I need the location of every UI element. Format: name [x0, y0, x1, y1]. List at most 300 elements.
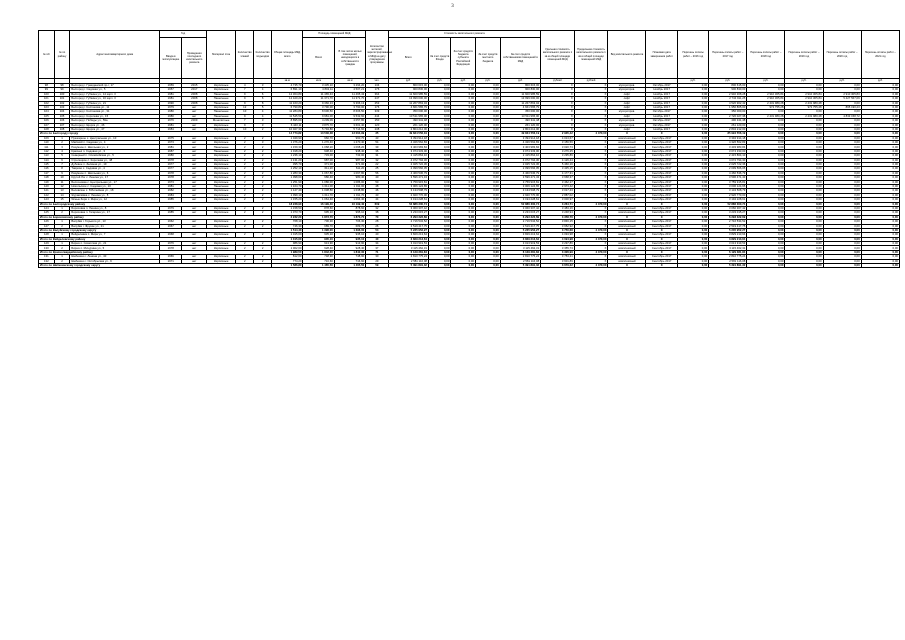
cell-cf: 0,00	[428, 136, 450, 140]
cell-y16: 0,00	[677, 171, 708, 175]
cell-f: 2	[236, 242, 254, 246]
cell-cr: 0,00	[451, 88, 476, 92]
cell-y19: 0,00	[785, 233, 823, 237]
cell-ar: 1 011,00	[303, 184, 334, 188]
cell-cf: 0,00	[428, 215, 450, 219]
cell-y19: 2 910 305,84	[785, 97, 823, 101]
cell-e: 2	[254, 171, 272, 175]
cell-cr: 0,00	[451, 114, 476, 118]
cell-ao: 960,70	[334, 136, 365, 140]
cell-y: 1973	[160, 180, 182, 184]
cell-y19: 0,00	[785, 198, 823, 202]
cell-n: 126	[39, 220, 55, 224]
cell-cr: 0,00	[451, 206, 476, 210]
cell-ar: 1 465,50	[303, 264, 334, 268]
cell-y18: 0,00	[747, 198, 785, 202]
cell-pd: Сентябрь 2017	[646, 167, 677, 171]
cell-co: 49 834 556,19	[500, 132, 540, 136]
cell-sc: X	[541, 88, 575, 92]
cell-f: 2	[236, 176, 254, 180]
cell-a: Разумное п. Школьная ул., 2	[70, 145, 160, 149]
cell-m: Кирпичные	[207, 88, 236, 92]
cell-y18: 0,00	[747, 228, 785, 232]
cell-ct: 13 511 965,00	[388, 114, 428, 118]
cell-co: 4 460 536,79	[500, 171, 540, 175]
cell-y16: 0,00	[677, 84, 708, 88]
cell-r: нет	[182, 123, 207, 127]
cell-d: 1	[54, 255, 70, 259]
cell-m: Кирпичные	[207, 141, 236, 145]
cell-y18: 0,00	[747, 242, 785, 246]
cell-f: 2	[236, 246, 254, 250]
cell-cl: 0,00	[476, 123, 501, 127]
cell-y: 1981	[160, 123, 182, 127]
cell-mc: X	[574, 180, 608, 184]
cell-cr: 0,00	[451, 246, 476, 250]
cell-y16: 0,00	[677, 206, 708, 210]
cell-cr: 0,00	[451, 141, 476, 145]
cell-ar: 689,70	[303, 224, 334, 228]
cell-w: комплексный	[608, 193, 646, 197]
cell-y18: 0,00	[747, 224, 785, 228]
cell-y19: 0,00	[785, 88, 823, 92]
unit-cell: руб.	[500, 79, 540, 84]
cell-sc: X	[541, 92, 575, 96]
cell-sc: X	[541, 97, 575, 101]
cell-y17: 2 519 417,75	[709, 224, 747, 228]
col-wall-material-header: Материал стен	[207, 31, 236, 79]
cell-f: 2	[236, 220, 254, 224]
col-area-total-header: Всего	[303, 38, 334, 79]
cell-y17: 2 581 116,08	[709, 259, 747, 263]
cell-a: Белгород г. Костюкова ул., 31	[70, 110, 160, 114]
cell-y17: 2 720 027,38	[709, 114, 747, 118]
cell-p: 34	[366, 242, 388, 246]
cell-a: Крутой Лог с. Ленина ул., 17	[70, 176, 160, 180]
cell-ct: 2 519 417,75	[388, 224, 428, 228]
cell-m: Кирпичные	[207, 84, 236, 88]
cell-y16: 0,00	[677, 163, 708, 167]
cell-pd: Сентябрь 2017	[646, 176, 677, 180]
cell-n: 104	[39, 110, 55, 114]
cell-pd: Сентябрь 2017	[646, 136, 677, 140]
cell-y17: 350 000,00	[709, 110, 747, 114]
cell-cf: 0,00	[428, 189, 450, 193]
cell-co: 52 886 300,74	[500, 202, 540, 206]
cell-co: 6 129 381,84	[500, 250, 540, 254]
cell-ar: 3 875,70	[303, 123, 334, 127]
cell-ct: 900 830,00	[388, 88, 428, 92]
cell-ta: 10 027,30	[272, 127, 303, 131]
cell-sc: 3 017,43	[541, 189, 575, 193]
cell-mc: X	[574, 255, 608, 259]
cell-ct: 3 194 228,61	[388, 198, 428, 202]
cell-f: 7	[236, 88, 254, 92]
cell-ao: 733,00	[334, 154, 365, 158]
cell-pd: Октябрь 2017	[646, 123, 677, 127]
unit-cell: руб.	[428, 79, 450, 84]
cell-d: 1	[54, 136, 70, 140]
cell-a: Борисовка п. Гагарина ул., 17	[70, 211, 160, 215]
cell-y18: 0,00	[747, 84, 785, 88]
cell-y20: 0,00	[823, 233, 861, 237]
cell-y19: 2 910 305,84	[785, 92, 823, 96]
cell-ao: 748,90	[334, 255, 365, 259]
cell-p: 43	[366, 136, 388, 140]
cell-r: 2009	[182, 119, 207, 123]
cell-a: Беловское с. Юбилейная ул., 18	[70, 189, 160, 193]
cell-y18: 0,00	[747, 193, 785, 197]
cell-f: 2	[236, 158, 254, 162]
cell-pd: Сентябрь 2017	[646, 163, 677, 167]
cell-cf: 0,00	[428, 145, 450, 149]
cell-e: 5	[254, 105, 272, 109]
cell-cf: 0,00	[428, 176, 450, 180]
cell-y: 1981	[160, 92, 182, 96]
col-2019-header: Перечень оплаты работ – 2019 год	[785, 31, 823, 79]
cell-cr: 0,00	[451, 255, 476, 259]
cell-cl: 0,00	[476, 163, 501, 167]
cell-y18: 0,00	[747, 206, 785, 210]
cell-y21: 0,00	[861, 149, 899, 153]
cell-p: 176	[366, 105, 388, 109]
cell-y16: 0,00	[677, 259, 708, 263]
cell-ao: 706,30	[334, 220, 365, 224]
cell-ta: 1 018,20	[272, 149, 303, 153]
cell-d: 5	[54, 154, 70, 158]
cell-co: 3 074 333,00	[500, 149, 540, 153]
cell-cl: 0,00	[476, 105, 501, 109]
col-area-group-header: Площадь помещений МКД	[303, 31, 366, 38]
cell-w: мусоропров.	[608, 84, 646, 88]
cell-y17: 3 115 462,31	[709, 246, 747, 250]
cell-p: 22	[366, 163, 388, 167]
cell-n: 100	[39, 92, 55, 96]
cell-f: 2	[236, 233, 254, 237]
cell-ta: 1 127,40	[272, 189, 303, 193]
cell-y18: 0,00	[747, 171, 785, 175]
cell-ct: 11 600 985,59	[388, 92, 428, 96]
cell-y18: 0,00	[747, 119, 785, 123]
cell-ct: 3 233 015,27	[388, 211, 428, 215]
cell-mc: X	[574, 158, 608, 162]
cell-y17: 85 994 556,19	[709, 132, 747, 136]
cell-y20: 0,00	[823, 141, 861, 145]
cell-cf: 0,00	[428, 105, 450, 109]
cell-y18: 0,00	[747, 167, 785, 171]
cell-ta: 1 586,80	[272, 264, 303, 268]
cell-r: нет	[182, 136, 207, 140]
cell-cl: 0,00	[476, 206, 501, 210]
unit-cell: рублей	[541, 79, 575, 84]
cell-a: Ясные Зори с. Мира ул., 12	[70, 198, 160, 202]
cell-ar: 960,70	[303, 136, 334, 140]
cell-y20: 5 427 567,09	[823, 97, 861, 101]
cell-y18: 0,00	[747, 127, 785, 131]
cell-ta: 6 891,10	[272, 88, 303, 92]
cell-y16: 0,00	[677, 193, 708, 197]
unit-cell: руб.	[747, 79, 785, 84]
cell-ao: 8 606,50	[334, 110, 365, 114]
cell-mc: X	[574, 145, 608, 149]
cell-e: 3	[254, 123, 272, 127]
cell-y21: 0,00	[861, 127, 899, 131]
cell-y19: 0,00	[785, 132, 823, 136]
cell-n: 116	[39, 167, 55, 171]
cell-y17: 3 403 983,84	[709, 145, 747, 149]
cell-y20: 0,00	[823, 215, 861, 219]
cell-y16: 0,00	[677, 215, 708, 219]
cell-y16: 0,00	[677, 105, 708, 109]
cell-ta: 774,20	[272, 259, 303, 263]
cell-cf: 0,00	[428, 127, 450, 131]
cell-m: Кирпичные	[207, 154, 236, 158]
cell-y18: 0,00	[747, 189, 785, 193]
cell-m: Кирпичные	[207, 224, 236, 228]
cell-cl: 0,00	[476, 127, 501, 131]
cell-mc: X	[574, 84, 608, 88]
cell-y19: 0,00	[785, 211, 823, 215]
unit-cell: руб.	[823, 79, 861, 84]
cell-mc: X	[574, 123, 608, 127]
repair-register-table	[38, 30, 900, 268]
cell-cr: 0,00	[451, 132, 476, 136]
cell-y16: 0,00	[677, 211, 708, 215]
cell-pd: Сентябрь 2017	[646, 145, 677, 149]
cell-co: 3 233 015,27	[500, 211, 540, 215]
cell-r: нет	[182, 127, 207, 131]
cell-mc: X	[574, 88, 608, 92]
cell-cl: 0,00	[476, 233, 501, 237]
cell-w: комплексный	[608, 206, 646, 210]
cell-d: 100	[54, 92, 70, 96]
cell-sc: 3 750,68	[541, 228, 575, 232]
cell-y21: 0,00	[861, 184, 899, 188]
cell-p: 253	[366, 101, 388, 105]
cell-sc: 3 297,86	[541, 242, 575, 246]
cell-ao: 987,00	[334, 158, 365, 162]
cell-r: нет	[182, 211, 207, 215]
cell-y17: 3 829 213,64	[709, 233, 747, 237]
cell-y18: 2 431 980,28	[747, 114, 785, 118]
cell-a: Шебекино г. Ленина ул., 40	[70, 255, 160, 259]
cell-m: Кирпичные	[207, 246, 236, 250]
cell-d: 13	[54, 189, 70, 193]
cell-mc: X	[574, 149, 608, 153]
cell-sc: 3 601,89	[541, 259, 575, 263]
cell-cf: 0,00	[428, 167, 450, 171]
cell-y21: 0,00	[861, 237, 899, 241]
cell-cf: 0,00	[428, 84, 450, 88]
cell-r: нет	[182, 242, 207, 246]
cell-d: 9	[54, 171, 70, 175]
cell-y19: 0,00	[785, 206, 823, 210]
cell-p: 339	[366, 110, 388, 114]
cell-a: Краснеё п. Садовая ул., 3	[70, 149, 160, 153]
cell-sc: 3 020,73	[541, 145, 575, 149]
cell-y20: 0,00	[823, 193, 861, 197]
col-cost-fund-header: За счет средств Фонда	[428, 38, 450, 79]
cell-y17: 490 341,48	[709, 119, 747, 123]
cell-sc: 3 483,16	[541, 206, 575, 210]
cell-cl: 0,00	[476, 84, 501, 88]
cell-cl: 0,00	[476, 110, 501, 114]
cell-p: 70	[366, 215, 388, 219]
cell-r: нет	[182, 176, 207, 180]
cell-ao: 611,20	[334, 167, 365, 171]
cell-ta: 1 989,50	[272, 250, 303, 254]
cell-w: комплексный	[608, 180, 646, 184]
cell-y17: 5 391 891,32	[709, 264, 747, 268]
cell-y20: 0,00	[823, 132, 861, 136]
cell-cl: 0,00	[476, 145, 501, 149]
cell-m: Кирпичные	[207, 136, 236, 140]
cell-ao: 16 199,40	[334, 202, 365, 206]
col-cost-regional-header: За счет средств бюджета субъекта Российской Федерации	[451, 38, 476, 79]
cell-y17: 2 940 308,28	[709, 92, 747, 96]
cell-pd: Сентябрь 2017	[646, 220, 677, 224]
cell-cl: 0,00	[476, 180, 501, 184]
cell-co: 2 519 417,75	[500, 224, 540, 228]
cell-y: 1981	[160, 145, 182, 149]
cell-d: 104	[54, 110, 70, 114]
cell-pd: Октябрь 2017	[646, 84, 677, 88]
cell-y19: 0,00	[785, 259, 823, 263]
cell-y20: 4 833 158,72	[823, 114, 861, 118]
cell-sc: 3 679,22	[541, 264, 575, 268]
cell-y: 1984	[160, 127, 182, 131]
cell-p: 134	[366, 84, 388, 88]
cell-cf: 0,00	[428, 97, 450, 101]
cell-r: нет	[182, 149, 207, 153]
cell-ct: 2 415 864,10	[388, 154, 428, 158]
cell-ao: 1 842,30	[334, 250, 365, 254]
table-body	[39, 84, 900, 268]
cell-cf: 0,00	[428, 92, 450, 96]
cell-ct: 11 267 863,04	[388, 101, 428, 105]
cell-y: 1979	[160, 105, 182, 109]
cell-p: 150	[366, 119, 388, 123]
cell-cl: 0,00	[476, 171, 501, 175]
cell-y16: 0,00	[677, 250, 708, 254]
cell-y21: 0,00	[861, 202, 899, 206]
cell-cl: 0,00	[476, 88, 501, 92]
cell-y16: 0,00	[677, 176, 708, 180]
cell-a: Стрелецкое с. Королева ул., 48	[70, 158, 160, 162]
cell-sc: 3 295,86	[541, 154, 575, 158]
cell-f: 2	[236, 255, 254, 259]
cell-m: Кирпичные	[207, 189, 236, 193]
cell-sc: 3 435,15	[541, 167, 575, 171]
cell-m: Кирпичные	[207, 220, 236, 224]
cell-y16: 0,00	[677, 101, 708, 105]
cell-y19: 0,00	[785, 202, 823, 206]
cell-d: 107	[54, 123, 70, 127]
cell-cf: 0,00	[428, 114, 450, 118]
cell-ao: 11 465,43	[334, 92, 365, 96]
cell-cl: 0,00	[476, 158, 501, 162]
cell-e: 4	[254, 114, 272, 118]
cell-y17: 3 829 213,64	[709, 237, 747, 241]
cell-cf: 0,00	[428, 255, 450, 259]
cell-y20: 0,00	[823, 198, 861, 202]
cell-y21: 0,00	[861, 189, 899, 193]
cell-w: лифт	[608, 127, 646, 131]
cell-cr: 0,00	[451, 176, 476, 180]
cell-cl: 0,00	[476, 119, 501, 123]
cell-ct: 5 235 952,27	[388, 228, 428, 232]
cell-co: 3 115 462,31	[500, 246, 540, 250]
cell-y: 1976	[160, 242, 182, 246]
cell-d: 12	[54, 184, 70, 188]
cell-cr: 0,00	[451, 97, 476, 101]
cell-y20: 0,00	[823, 259, 861, 263]
cell-e: 3	[254, 141, 272, 145]
cell-f: 2	[236, 136, 254, 140]
cell-a: Разумное п. Школьная ул., 6	[70, 171, 160, 175]
subtotal-row	[39, 264, 900, 268]
cell-sc: 3 358,76	[541, 215, 575, 219]
cell-co: 2 804 212,00	[500, 127, 540, 131]
cell-y: 1975	[160, 136, 182, 140]
cell-d: 1	[54, 206, 70, 210]
cell-a: Белгород г. Губкина ул., 16 корп. 3	[70, 97, 160, 101]
cell-y: 1984	[160, 193, 182, 197]
cell-co: 3 060 307,42	[500, 206, 540, 210]
cell-w: лифт	[608, 101, 646, 105]
cell-sc: 4 094,98	[541, 237, 575, 241]
cell-p: 48	[366, 184, 388, 188]
cell-w: комплексный	[608, 149, 646, 153]
cell-ta: 1 283,30	[272, 171, 303, 175]
cell-y16: 0,00	[677, 119, 708, 123]
cell-f: 7	[236, 119, 254, 123]
cell-y16: 0,00	[677, 145, 708, 149]
cell-f: 2	[236, 224, 254, 228]
cell-pd: Ноябрь 2017	[646, 97, 677, 101]
cell-y18: 0,00	[747, 141, 785, 145]
cell-w: мусоропров.	[608, 123, 646, 127]
cell-cl: 0,00	[476, 198, 501, 202]
cell-mc: X	[574, 259, 608, 263]
cell-w: комплексный	[608, 163, 646, 167]
cell-ao: 371,00	[334, 163, 365, 167]
cell-y21: 0,00	[861, 158, 899, 162]
cell-p: 35	[366, 132, 388, 136]
cell-co: 11 600 985,59	[500, 92, 540, 96]
cell-f: 12	[236, 105, 254, 109]
cell-y20: 0,00	[823, 264, 861, 268]
cell-y19: 0,00	[785, 163, 823, 167]
cell-r: нет	[182, 233, 207, 237]
cell-p: 50	[366, 180, 388, 184]
cell-f: 2	[236, 171, 254, 175]
cell-cf: 0,00	[428, 237, 450, 241]
cell-e: 2	[254, 259, 272, 263]
unit-cell: чел.	[366, 79, 388, 84]
cell-y16: 0,00	[677, 198, 708, 202]
cell-ct: 490 341,48	[388, 119, 428, 123]
cell-r: нет	[182, 198, 207, 202]
cell-cr: 0,00	[451, 250, 476, 254]
cell-y21: 0,00	[861, 92, 899, 96]
cell-n: 123	[39, 198, 55, 202]
cell-sc: 3 248,94	[541, 211, 575, 215]
cell-y19: 0,00	[785, 246, 823, 250]
cell-y18: 0,00	[747, 215, 785, 219]
cell-mc: X	[574, 92, 608, 96]
cell-w: комплексный	[608, 198, 646, 202]
